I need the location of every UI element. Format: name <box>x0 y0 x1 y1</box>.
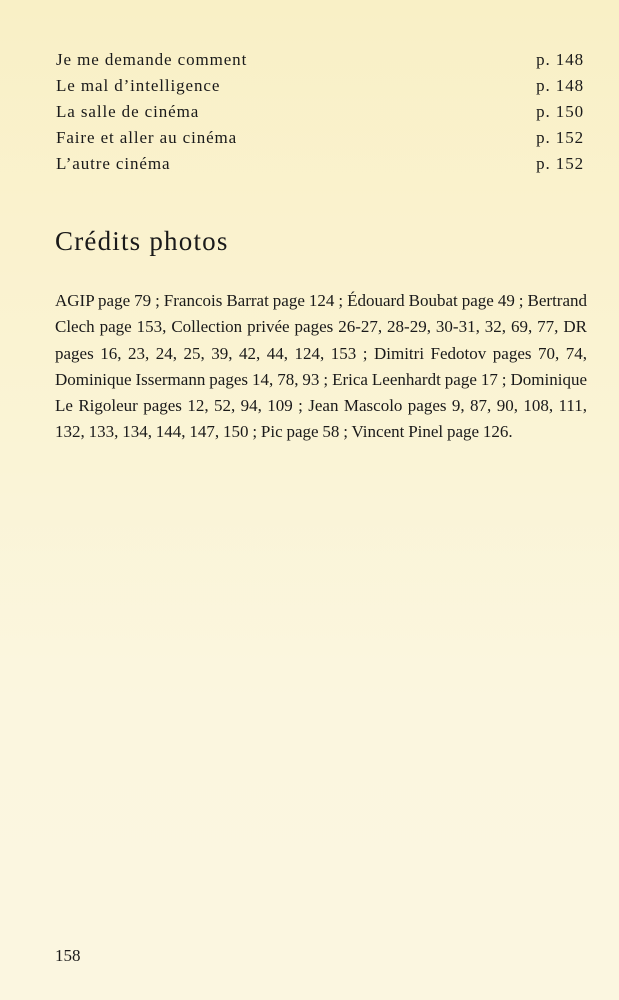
toc-entry-title: L’autre cinéma <box>56 154 171 173</box>
toc-entry <box>56 102 584 128</box>
credits-paragraph: AGIP page 79 ; Francois Barrat page 124 ; Édouard Boubat page 49 ; Bertrand Clech page 153, Collection privée pages 26-27, 28-29, 30-31, 32, 69, 77, DR pages 16, 23, 24, 25, 39, 42, 44, 124, 153 ; Dimitri Fedotov pages 70, 74, Dominique Issermann pages 14, 78, 93 ; Erica Leenhardt page 17 ; Dominique Le Rigoleur pages 12, 52, 94, 109 ; Jean Mascolo pages 9, 87, 90, 108, 111, 132, 133, 134, 144, 147, 150 ; Pic page 58 ; Vincent Pinel page 126. <box>55 291 587 442</box>
toc-entry-page: p. 150 <box>536 102 584 121</box>
credits-heading: Crédits photos <box>55 226 229 256</box>
toc-entry <box>56 128 584 154</box>
toc-entry-page: p. 148 <box>536 50 584 69</box>
toc-entry-title: La salle de cinéma <box>56 102 200 121</box>
table-of-contents <box>56 50 584 180</box>
toc-entry-page: p. 148 <box>536 76 584 95</box>
toc-entry <box>56 76 584 102</box>
toc-entry-title: Je me demande comment <box>56 50 248 69</box>
page-number: 158 <box>55 946 81 965</box>
toc-entry <box>56 154 584 180</box>
toc-entry-page: p. 152 <box>536 128 584 147</box>
toc-entry-title: Faire et aller au cinéma <box>56 128 238 147</box>
toc-entry-page: p. 152 <box>536 154 584 173</box>
toc-entry-title: Le mal d’intelligence <box>56 76 221 95</box>
toc-entry <box>56 50 584 76</box>
